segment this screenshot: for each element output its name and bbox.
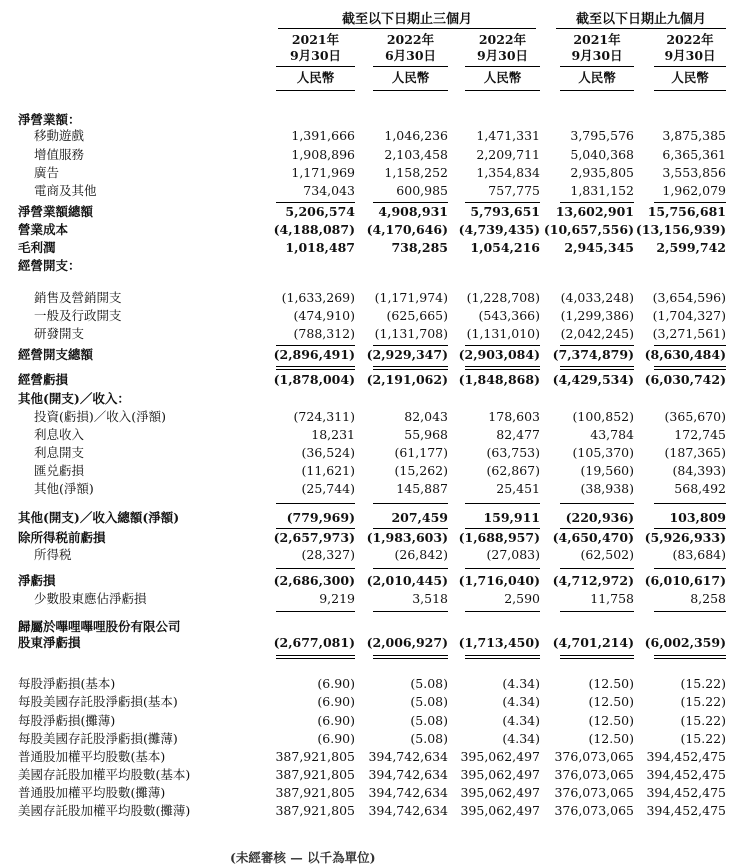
total-rule <box>373 369 448 370</box>
cell-value: (779,969) <box>286 510 355 525</box>
total-rule <box>276 503 355 504</box>
cell-value: 387,921,805 <box>275 767 355 782</box>
cell-value: 11,758 <box>590 591 634 606</box>
cell-value: (4,650,470) <box>552 530 634 545</box>
cell-value: 387,921,805 <box>275 785 355 800</box>
cell-value: 1,158,252 <box>384 165 448 180</box>
cell-value: (543,366) <box>478 308 540 323</box>
row-label: 廣告 <box>34 165 60 180</box>
cell-value: (61,177) <box>394 445 448 460</box>
cell-value: 1,908,896 <box>291 147 355 162</box>
total-rule <box>276 568 355 569</box>
row-label: 歸屬於嗶哩嗶哩股份有限公司 <box>18 619 181 634</box>
cell-value: (4,712,972) <box>552 573 634 588</box>
total-rule <box>276 528 355 529</box>
row-label: 其他(開支)／收入總額(淨額) <box>18 510 180 525</box>
column-header-year: 2022年 <box>666 32 714 47</box>
total-rule <box>654 611 726 612</box>
column-header-currency: 人民幣 <box>391 70 430 85</box>
total-rule <box>276 611 355 612</box>
cell-value: 757,775 <box>488 183 540 198</box>
total-rule <box>373 655 448 656</box>
cell-value: (6,010,617) <box>644 573 726 588</box>
cell-value: (1,228,708) <box>466 290 540 305</box>
cell-value: (11,621) <box>301 463 355 478</box>
total-rule <box>654 655 726 656</box>
cell-value: 387,921,805 <box>275 803 355 818</box>
cell-value: 2,935,805 <box>570 165 634 180</box>
cell-value: 376,073,065 <box>554 767 634 782</box>
total-rule <box>373 503 448 504</box>
cell-value: 734,043 <box>303 183 355 198</box>
cell-value: 738,285 <box>391 240 448 255</box>
cell-value: (15.22) <box>680 694 726 709</box>
cell-value: (5.08) <box>410 713 448 728</box>
cell-value: 3,518 <box>412 591 448 606</box>
column-header-date: 9月30日 <box>289 48 342 63</box>
cell-value: (12.50) <box>588 676 634 691</box>
cell-value: (5.08) <box>410 731 448 746</box>
cell-value: 159,911 <box>483 510 540 525</box>
cell-value: (724,311) <box>293 409 355 424</box>
cell-value: (2,929,347) <box>366 347 448 362</box>
column-header-year: 2022年 <box>386 32 435 47</box>
cell-value: (15.22) <box>680 713 726 728</box>
cell-value: 82,477 <box>496 427 540 442</box>
row-label: 其他(淨額) <box>34 481 94 496</box>
cell-value: 5,206,574 <box>285 204 355 219</box>
total-rule <box>560 503 634 504</box>
total-rule <box>465 568 540 569</box>
column-header-rule <box>373 66 448 67</box>
row-label: 每股淨虧損(攤薄) <box>18 713 116 728</box>
row-label: 淨虧損 <box>18 573 56 588</box>
cell-value: 394,742,634 <box>368 767 448 782</box>
row-label: 銷售及營銷開支 <box>34 290 122 305</box>
cell-value: 43,784 <box>590 427 634 442</box>
column-header-rule <box>465 90 540 91</box>
column-header-date: 9月30日 <box>571 48 623 63</box>
total-rule <box>465 528 540 529</box>
cell-value: (365,670) <box>664 409 726 424</box>
cell-value: (187,365) <box>664 445 726 460</box>
cell-value: 387,921,805 <box>275 749 355 764</box>
cell-value: (788,312) <box>293 326 355 341</box>
cell-value: (12.50) <box>588 731 634 746</box>
cell-value: 8,258 <box>690 591 726 606</box>
cell-value: 395,062,497 <box>460 785 540 800</box>
cell-value: (1,131,708) <box>374 326 448 341</box>
cell-value: (83,684) <box>672 547 726 562</box>
cell-value: 25,451 <box>496 481 540 496</box>
cell-value: (6.90) <box>317 713 355 728</box>
row-label: 每股淨虧損(基本) <box>18 676 116 691</box>
total-rule <box>373 366 448 367</box>
cell-value: (6.90) <box>317 694 355 709</box>
group-header-three-months: 截至以下日期止三個月 <box>341 12 472 27</box>
row-label: 利息開支 <box>34 445 85 460</box>
cell-value: (5.08) <box>410 694 448 709</box>
row-label: 少數股東應佔淨虧損 <box>34 591 147 606</box>
cell-value: (474,910) <box>293 308 355 323</box>
column-header-rule <box>654 66 726 67</box>
total-rule <box>276 658 355 659</box>
cell-value: (84,393) <box>672 463 726 478</box>
row-label: 經營開支總額 <box>18 347 94 362</box>
cell-value: 395,062,497 <box>460 767 540 782</box>
cell-value: (3,654,596) <box>652 290 726 305</box>
cell-value: (62,867) <box>486 463 540 478</box>
row-label: 每股美國存託股淨虧損(基本) <box>18 694 178 709</box>
total-rule <box>560 528 634 529</box>
cell-value: 5,040,368 <box>570 147 634 162</box>
cell-value: (6.90) <box>317 731 355 746</box>
row-label: 經營虧損 <box>18 372 69 387</box>
row-label: 每股美國存託股淨虧損(攤薄) <box>18 731 178 746</box>
cell-value: (4.34) <box>502 713 540 728</box>
cell-value: 1,391,666 <box>291 128 355 143</box>
cell-value: (38,938) <box>580 481 634 496</box>
column-header-rule <box>373 90 448 91</box>
cell-value: (2,042,245) <box>560 326 634 341</box>
cell-value: (1,848,868) <box>458 372 540 387</box>
cell-value: 82,043 <box>404 409 448 424</box>
cell-value: (13,156,939) <box>635 222 726 237</box>
cell-value: 1,054,216 <box>470 240 540 255</box>
total-rule <box>560 369 634 370</box>
row-label: 增值服務 <box>34 147 85 162</box>
column-header-year: 2021年 <box>573 32 621 47</box>
cell-value: 376,073,065 <box>554 803 634 818</box>
row-label: 其他(開支)／收入： <box>18 391 130 406</box>
total-rule <box>654 345 726 346</box>
cell-value: (100,852) <box>572 409 634 424</box>
row-label: 研發開支 <box>34 326 85 341</box>
total-rule <box>654 658 726 659</box>
column-header-date: 6月30日 <box>384 48 437 63</box>
cell-value: (4,188,087) <box>273 222 355 237</box>
total-rule <box>276 366 355 367</box>
cell-value: (2,010,445) <box>366 573 448 588</box>
cell-value: (12.50) <box>588 713 634 728</box>
cell-value: (2,191,062) <box>366 372 448 387</box>
cell-value: 394,452,475 <box>646 767 726 782</box>
cell-value: (2,006,927) <box>366 635 448 650</box>
cell-value: 394,742,634 <box>368 803 448 818</box>
cell-value: (36,524) <box>301 445 355 460</box>
total-rule <box>373 658 448 659</box>
total-rule <box>276 202 355 203</box>
group-three-months-rule <box>278 28 536 29</box>
cell-value: (2,903,084) <box>458 347 540 362</box>
cell-value: (4,033,248) <box>560 290 634 305</box>
cell-value: (5.08) <box>410 676 448 691</box>
total-rule <box>654 202 726 203</box>
row-label: 所得税 <box>34 547 72 562</box>
total-rule <box>276 369 355 370</box>
cell-value: 145,887 <box>396 481 448 496</box>
total-rule <box>373 528 448 529</box>
cell-value: 1,471,331 <box>476 128 540 143</box>
total-rule <box>465 503 540 504</box>
total-rule <box>465 345 540 346</box>
total-rule <box>654 503 726 504</box>
cell-value: (3,271,561) <box>652 326 726 341</box>
cell-value: 394,452,475 <box>646 785 726 800</box>
cell-value: (1,983,603) <box>366 530 448 545</box>
row-label: 匯兑虧損 <box>34 463 85 478</box>
column-header-rule <box>465 66 540 67</box>
total-rule <box>560 366 634 367</box>
cell-value: (625,665) <box>386 308 448 323</box>
cell-value: (28,327) <box>301 547 355 562</box>
cell-value: (4,170,646) <box>366 222 448 237</box>
cell-value: (1,131,010) <box>466 326 540 341</box>
cell-value: 2,103,458 <box>384 147 448 162</box>
total-rule <box>465 655 540 656</box>
cell-value: 207,459 <box>391 510 448 525</box>
total-rule <box>276 345 355 346</box>
total-rule <box>654 528 726 529</box>
total-rule <box>560 655 634 656</box>
total-rule <box>654 369 726 370</box>
cell-value: (4,701,214) <box>552 635 634 650</box>
cell-value: 395,062,497 <box>460 749 540 764</box>
row-label: 移動遊戲 <box>34 128 85 143</box>
cell-value: 3,795,576 <box>570 128 634 143</box>
cell-value: (1,299,386) <box>560 308 634 323</box>
column-header-rule <box>654 90 726 91</box>
cell-value: (27,083) <box>486 547 540 562</box>
cell-value: 376,073,065 <box>554 785 634 800</box>
row-label: 淨營業額總額 <box>18 204 94 219</box>
cell-value: (4,739,435) <box>458 222 540 237</box>
cell-value: 178,603 <box>488 409 540 424</box>
row-label: 股東淨虧損 <box>18 635 81 650</box>
cell-value: 2,945,345 <box>564 240 634 255</box>
row-label: 利息收入 <box>34 427 85 442</box>
cell-value: 376,073,065 <box>554 749 634 764</box>
row-label: 營業成本 <box>18 222 69 237</box>
total-rule <box>465 611 540 612</box>
row-label: 美國存託股加權平均股數(攤薄) <box>18 803 191 818</box>
cell-value: 103,809 <box>669 510 726 525</box>
cell-value: (4.34) <box>502 676 540 691</box>
cell-value: (220,936) <box>565 510 634 525</box>
row-label: 投資(虧損)／收入(淨額) <box>34 409 167 424</box>
total-rule <box>560 611 634 612</box>
column-header-rule <box>560 90 634 91</box>
cell-value: 568,492 <box>674 481 726 496</box>
cell-value: 1,831,152 <box>570 183 634 198</box>
footer-note: (未經審核 — 以千為單位) <box>230 850 376 865</box>
cell-value: 394,452,475 <box>646 803 726 818</box>
cell-value: 15,756,681 <box>647 204 726 219</box>
row-label: 普通股加權平均股數(攤薄) <box>18 785 166 800</box>
row-label: 一般及行政開支 <box>34 308 122 323</box>
group-header-nine-months: 截至以下日期止九個月 <box>575 12 706 27</box>
total-rule <box>560 658 634 659</box>
cell-value: (2,657,973) <box>273 530 355 545</box>
cell-value: 55,968 <box>404 427 448 442</box>
cell-value: (4.34) <box>502 731 540 746</box>
total-rule <box>373 202 448 203</box>
column-header-currency: 人民幣 <box>296 70 335 85</box>
cell-value: (63,753) <box>486 445 540 460</box>
row-label: 電商及其他 <box>34 183 97 198</box>
cell-value: (1,171,974) <box>374 290 448 305</box>
cell-value: 394,742,634 <box>368 749 448 764</box>
total-rule <box>465 366 540 367</box>
cell-value: (10,657,556) <box>543 222 634 237</box>
total-rule <box>373 345 448 346</box>
cell-value: 9,219 <box>319 591 355 606</box>
cell-value: (2,896,491) <box>273 347 355 362</box>
cell-value: 395,062,497 <box>460 803 540 818</box>
total-rule <box>373 568 448 569</box>
cell-value: (1,713,450) <box>458 635 540 650</box>
cell-value: 2,209,711 <box>476 147 540 162</box>
row-label: 經營開支： <box>18 258 81 273</box>
cell-value: (15.22) <box>680 731 726 746</box>
cell-value: (4.34) <box>502 694 540 709</box>
cell-value: (8,630,484) <box>644 347 726 362</box>
column-header-date: 9月30日 <box>476 48 529 63</box>
cell-value: 18,231 <box>311 427 355 442</box>
cell-value: 1,018,487 <box>285 240 355 255</box>
cell-value: (62,502) <box>580 547 634 562</box>
total-rule <box>373 611 448 612</box>
column-header-currency: 人民幣 <box>578 70 616 85</box>
cell-value: 1,962,079 <box>662 183 726 198</box>
total-rule <box>560 202 634 203</box>
cell-value: (7,374,879) <box>552 347 634 362</box>
cell-value: (25,744) <box>301 481 355 496</box>
row-label: 美國存託股加權平均股數(基本) <box>18 767 191 782</box>
cell-value: (26,842) <box>394 547 448 562</box>
total-rule <box>465 369 540 370</box>
cell-value: (12.50) <box>588 694 634 709</box>
column-header-date: 9月30日 <box>664 48 716 63</box>
column-header-year: 2021年 <box>291 32 340 47</box>
cell-value: (6,030,742) <box>644 372 726 387</box>
cell-value: (1,633,269) <box>281 290 355 305</box>
row-label: 普通股加權平均股數(基本) <box>18 749 166 764</box>
cell-value: 4,908,931 <box>378 204 448 219</box>
column-header-rule <box>276 66 355 67</box>
cell-value: 13,602,901 <box>555 204 634 219</box>
total-rule <box>276 655 355 656</box>
cell-value: (6,002,359) <box>644 635 726 650</box>
cell-value: (1,688,957) <box>458 530 540 545</box>
cell-value: (15.22) <box>680 676 726 691</box>
cell-value: 394,452,475 <box>646 749 726 764</box>
column-header-year: 2022年 <box>478 32 527 47</box>
total-rule <box>465 202 540 203</box>
total-rule <box>654 568 726 569</box>
cell-value: 6,365,361 <box>662 147 726 162</box>
cell-value: 5,793,651 <box>470 204 540 219</box>
cell-value: 1,354,834 <box>476 165 540 180</box>
cell-value: 2,599,742 <box>656 240 726 255</box>
cell-value: 3,553,856 <box>662 165 726 180</box>
cell-value: (19,560) <box>580 463 634 478</box>
total-rule <box>465 658 540 659</box>
total-rule <box>654 366 726 367</box>
row-label: 淨營業額： <box>18 112 81 127</box>
cell-value: (1,878,004) <box>273 372 355 387</box>
column-header-currency: 人民幣 <box>483 70 522 85</box>
cell-value: (1,716,040) <box>458 573 540 588</box>
cell-value: (105,370) <box>572 445 634 460</box>
row-label: 除所得税前虧損 <box>18 530 106 545</box>
cell-value: (4,429,534) <box>552 372 634 387</box>
cell-value: (6.90) <box>317 676 355 691</box>
cell-value: (2,686,300) <box>273 573 355 588</box>
cell-value: 1,046,236 <box>384 128 448 143</box>
cell-value: 172,745 <box>674 427 726 442</box>
column-header-currency: 人民幣 <box>671 70 709 85</box>
group-nine-months-rule <box>556 28 726 29</box>
column-header-rule <box>276 90 355 91</box>
cell-value: (2,677,081) <box>273 635 355 650</box>
cell-value: 1,171,969 <box>291 165 355 180</box>
cell-value: 600,985 <box>396 183 448 198</box>
cell-value: (5,926,933) <box>644 530 726 545</box>
column-header-rule <box>560 66 634 67</box>
cell-value: 2,590 <box>504 591 540 606</box>
total-rule <box>560 568 634 569</box>
total-rule <box>560 345 634 346</box>
cell-value: (15,262) <box>394 463 448 478</box>
row-label: 毛利潤 <box>18 240 56 255</box>
cell-value: 3,875,385 <box>662 128 726 143</box>
cell-value: (1,704,327) <box>652 308 726 323</box>
cell-value: 394,742,634 <box>368 785 448 800</box>
